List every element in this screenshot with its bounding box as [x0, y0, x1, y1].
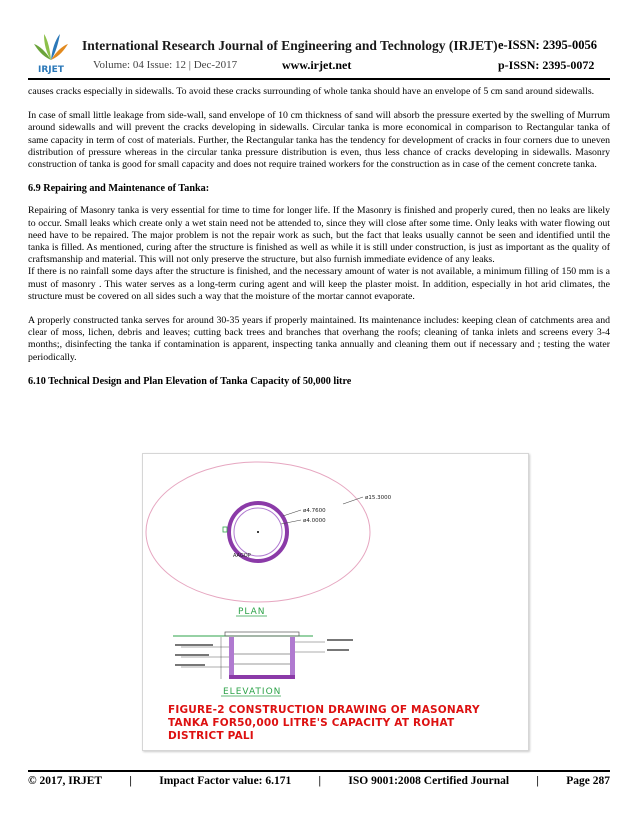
- note-block-1: [175, 644, 213, 646]
- tank-wall-right: [290, 637, 295, 677]
- eissn: e-ISSN: 2395-0056: [498, 38, 597, 52]
- caption-line-2: TANKA FOR50,000 LITRE'S CAPACITY AT ROHAT: [168, 717, 455, 729]
- footer-copyright: © 2017, IRJET: [28, 775, 103, 787]
- header-divider: [28, 78, 610, 80]
- paragraph-leakage: In case of small little leakage from side-wall, sand envelope of 10 cm thickness of sand will absorb the pressure exerted by the swelling of Murrum around sidewalls and will prevent the cracks developing in sidewalls. Circular tanka is more economical in comparison to Rectangular tanka of same capacity in term of cost of materials. Further, the Rectangular tanka has the tendency for development of cracks in four corners due to uneven distribution of pressure whereas in the circular tanka pressure distribution is even, thus less chance of cracks developing in sidewalls. Masonry construction of tanka is good for small capacity and does not require trained workers for the construction as in case of the cement concrete tanka.: [28, 110, 610, 171]
- paragraph-sand-envelope: causes cracks especially in sidewalls. To avoid these cracks surrounding of whole tanka should have an envelope of 5 cm sand around sidewalls.: [28, 86, 595, 97]
- tank-cover: [225, 632, 299, 636]
- pissn: p-ISSN: 2395-0072: [498, 58, 595, 72]
- elevation-section: [173, 632, 353, 679]
- paragraph-curing: If there is no rainfall some days after the structure is finished, and the necessary amount of water is not available, a minimum filling of 150 mm is a must of masonry . This water serves as a long-term curing agent and will keep the plaster moist. In addition, especially in hot arid climates, the structure must be covered on all sides such a way that the moisture of the mortar cannot evaporate.: [28, 266, 610, 302]
- dim-inner-label: ø4.0000: [303, 518, 326, 524]
- footer-separator: |: [318, 775, 322, 787]
- note-block-2: [175, 654, 209, 656]
- dim-outer-label: ø15.3000: [365, 495, 392, 501]
- page-header: [0, 0, 638, 80]
- paragraph-maintenance: A properly constructed tanka serves for around 30-35 years if properly maintained. Its maintenance includes: keeping clean of catchments area and clear of moss, lichen, debris and leaves; cutting back trees and branches that overhang the roofs; cleaning of tanka inlets and screens every 3-4 months;, disinfecting the tanka if contamination is apparent, inspecting tanka annually and cleaning them out if necessary and ; testing the water periodically.: [28, 315, 610, 363]
- leader-mid: [283, 510, 301, 516]
- dim-mid-label: ø4.7600: [303, 508, 326, 514]
- tank-center: [257, 531, 259, 533]
- irjet-logo: [28, 30, 74, 74]
- logo-leaves: [34, 34, 68, 60]
- tank-base: [229, 675, 295, 679]
- tank-wall-left: [229, 637, 234, 677]
- inlet-marker: [223, 527, 227, 532]
- note-block-5: [327, 649, 349, 651]
- area-label: AAGOP: [233, 553, 251, 559]
- elevation-label: ELEVATION: [223, 687, 282, 697]
- note-block-4: [327, 639, 353, 641]
- volume-issue: Volume: 04 Issue: 12 | Dec-2017: [93, 59, 238, 71]
- footer-impact-factor: Impact Factor value: 6.171: [159, 775, 292, 787]
- page-footer: [28, 775, 610, 787]
- logo-text: IRJET: [38, 65, 64, 74]
- section-heading-design: 6.10 Technical Design and Plan Elevation of Tanka Capacity of 50,000 litre: [28, 375, 352, 387]
- footer-iso: ISO 9001:2008 Certified Journal: [348, 775, 510, 787]
- footer-page-number: Page 287: [566, 775, 610, 787]
- footer-separator: |: [536, 775, 539, 787]
- plan-label: PLAN: [238, 607, 266, 617]
- construction-drawing-figure: [142, 453, 529, 751]
- figure-caption: [168, 704, 480, 743]
- caption-line-1: FIGURE-2 CONSTRUCTION DRAWING OF MASONARY: [168, 704, 480, 716]
- caption-line-3: DISTRICT PALI: [168, 730, 254, 742]
- article-body: [28, 86, 610, 398]
- journal-title: International Research Journal of Engineering and Technology (IRJET): [82, 38, 498, 53]
- footer-divider: [28, 770, 610, 772]
- footer-separator: |: [129, 775, 132, 787]
- section-heading-repair: 6.9 Repairing and Maintenance of Tanka:: [28, 183, 210, 195]
- website-link[interactable]: www.irjet.net: [282, 58, 352, 72]
- paragraph-repairing: Repairing of Masonry tanka is very essential for time to time for longer life. If the Masonry is finished and properly cured, then no leaks are likely to occur. Small leaks which create only a wet stain need not be attended to, since they will close after some time. Only leaks with water flowing out need have to be repaired. The major problem is not the repair work as such, but the fact that leaks usually cannot be seen and identified until the tanka is filled. As mentioned, curing after the structure is finished as well as while it is still under construction, is just as important as the quality of craftsmanship and material. This will not only preserve the structure, but also furnish immediate evidence of any leaks.: [28, 205, 610, 266]
- note-block-3: [175, 664, 205, 666]
